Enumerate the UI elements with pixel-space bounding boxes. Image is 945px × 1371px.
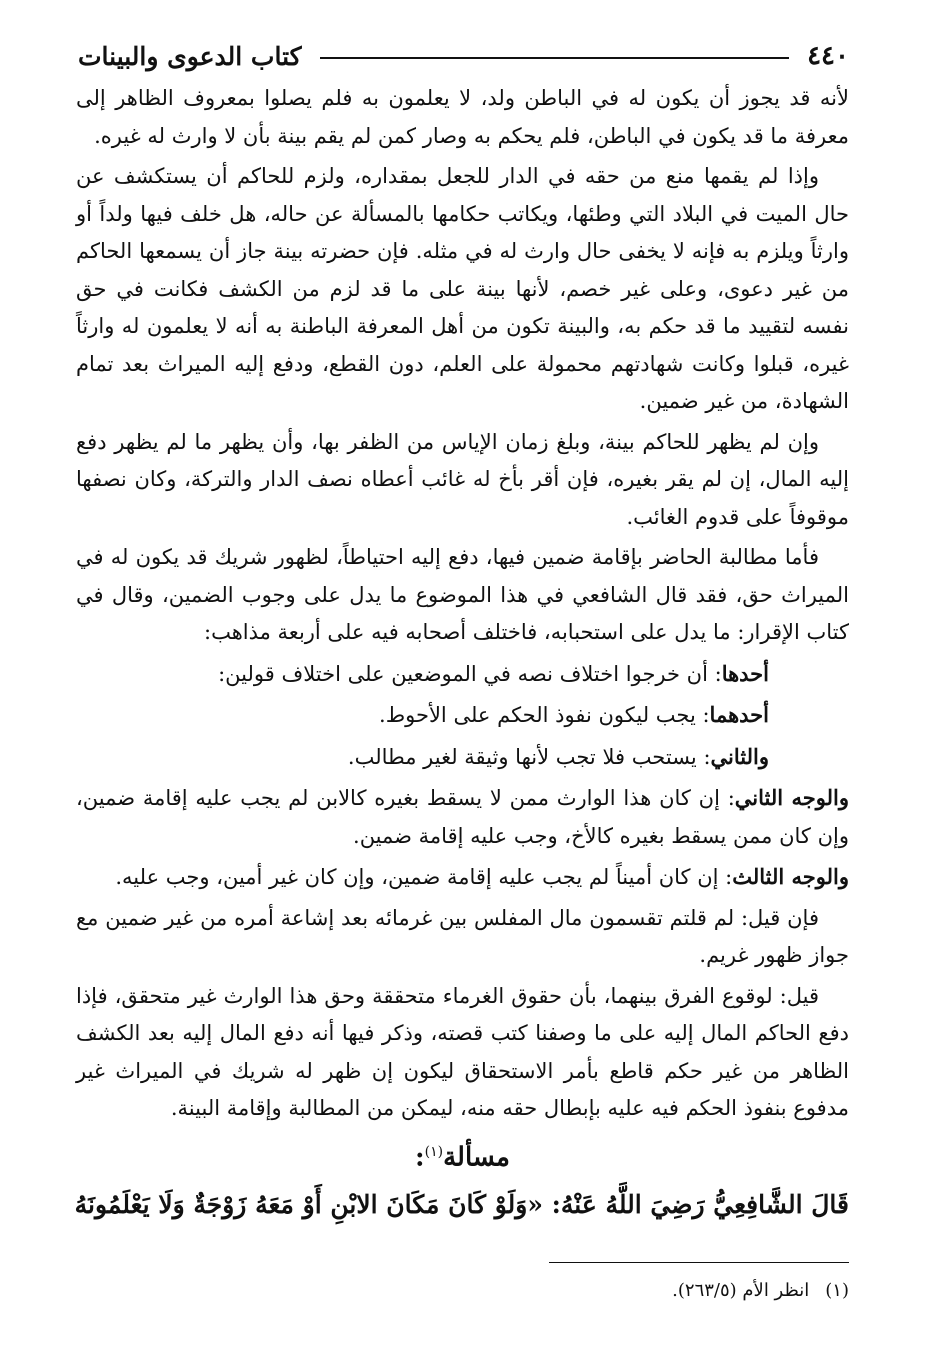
point-text: : أن خرجوا اختلاف نصه في الموضعين على اختلاف قولين: xyxy=(218,661,722,686)
paragraph: وإن لم يظهر للحاكم بينة، وبلغ زمان الإياس من الظفر بها، وأن يظهر ما لم يظهر دفع إليه المال، إن لم يقر بغيره، فإن أقر بأخ له غائب أعطاه نصف الدار والتركة، وكان نصفها موقوفاً على قدوم الغائب. xyxy=(76,429,849,529)
point-item xyxy=(76,655,849,694)
paragraph: لأنه قد يجوز أن يكون له في الباطن ولد، لا يعلمون به فلم يصلوا بمعروف الظاهر إلى معرفة ما قد يكون في الباطن، فلم يحكم به وصار كمن لم يقم بينة بأن لا وارث له غيره. xyxy=(76,86,849,148)
point-label: والثاني xyxy=(710,743,769,769)
point-item xyxy=(76,738,849,777)
point-item xyxy=(76,696,849,735)
point-item xyxy=(76,858,849,897)
point-text: : إن كان أميناً لم يجب عليه إقامة ضمين، وإن كان غير أمين، وجب عليه. xyxy=(115,865,733,889)
paragraph: فأما مطالبة الحاضر بإقامة ضمين فيها، دفع إليه احتياطاً، لظهور شريك قد يكون له في الميراث حق، فقد قال الشافعي في هذا الموضوع ما يدل على وجوب الضمين، وقال في كتاب الإقرار: ما يدل على استحبابه، فاختلف أصحابه فيه على أربعة مذاهب: xyxy=(76,545,849,644)
point-item xyxy=(76,779,849,855)
point-text: : يجب ليكون نفوذ الحكم على الأحوط. xyxy=(379,703,710,727)
footnote-number: (١) xyxy=(825,1280,849,1301)
point-label: والوجه الثالث xyxy=(732,864,849,889)
main-text xyxy=(76,80,849,1225)
section-heading xyxy=(76,1134,849,1177)
footnote xyxy=(76,1278,849,1304)
page-header xyxy=(78,36,849,76)
paragraph: قيل: لوقوع الفرق بينهما، بأن حقوق الغرماء متحققة وحق هذا الوارث غير متحقق، فإذا دفع الحاكم المال إليه على ما وصفنا كتب قصته، وذكر فيها أنه دفع المال إليه بعد الكشف الظاهر من غير حكم قاطع بأمر الاستحقاق ليكون إن ظهر له شريك في الميراث غير مدفوع بنفوذ الحكم فيه عليه بإبطال حقه منه، ليمكن من المطالبة وإقامة البينة. xyxy=(76,983,849,1120)
footnote-text: انظر الأم (٢٦٣/٥). xyxy=(672,1280,810,1301)
footnote-reference: (١) xyxy=(424,1143,444,1160)
paragraph: وإذا لم يقمها منع من حقه في الدار للجعل بمقداره، ولزم للحاكم أن يستكشف عن حال الميت في البلاد التي وطئها، ويكاتب حكامها بالمسألة عن حاله، هل خلف فيها ولداً أو وارثاً ويلزم به فإنه لا يخفى حال وارث له في مثله. فإن حضرته بينة جاز أن يسمعها الحاكم من غير دعوى، وعلى غير خصم، لأنها بينة على ما قد لزم من الكشف فكانت في حق نفسه لتقييد ما قد حكم به، والبينة تكون من أهل المعرفة الباطنة به أنه لا يعلمون له وارثاً غيره، قبلوا وكانت شهادتهم محمولة على العلم، دون القطع، ودفع إليه الميراث بعد تمام الشهادة، من غير ضمين. xyxy=(76,164,849,413)
header-rule xyxy=(320,57,790,59)
point-text: : إن كان هذا الوارث ممن لا يسقط بغيره كالابن لم يجب عليه إقامة ضمين، وإن كان ممن يسقط بغيره كالأخ، وجب عليه إقامة ضمين. xyxy=(76,786,849,848)
footnote-separator xyxy=(549,1262,849,1263)
running-title: كتاب الدعوى والبينات xyxy=(78,41,302,71)
point-text: : يستحب فلا تجب لأنها وثيقة لغير مطالب. xyxy=(347,744,711,769)
point-label: أحدهما xyxy=(709,702,769,727)
page-number: ٤٤٠ xyxy=(807,41,849,71)
paragraph: فإن قيل: لم قلتم تقسمون مال المفلس بين غرمائه بعد إشاعة أمره من غير ضمين مع جواز ظهور غريم. xyxy=(76,905,849,967)
quoted-text: قَالَ الشَّافِعِيُّ رَضِيَ اللَّهُ عَنْهُ: «وَلَوْ كَانَ مَكَانَ الابْنِ أَوْ مَعَهُ زَوْجَةٌ وَلَا يَعْلَمُونَهُ xyxy=(74,1189,849,1219)
section-heading-text: مسألة xyxy=(443,1142,510,1173)
heading-colon: : xyxy=(415,1142,425,1173)
point-label: والوجه الثاني xyxy=(734,785,849,810)
point-label: أحدها xyxy=(721,660,769,686)
